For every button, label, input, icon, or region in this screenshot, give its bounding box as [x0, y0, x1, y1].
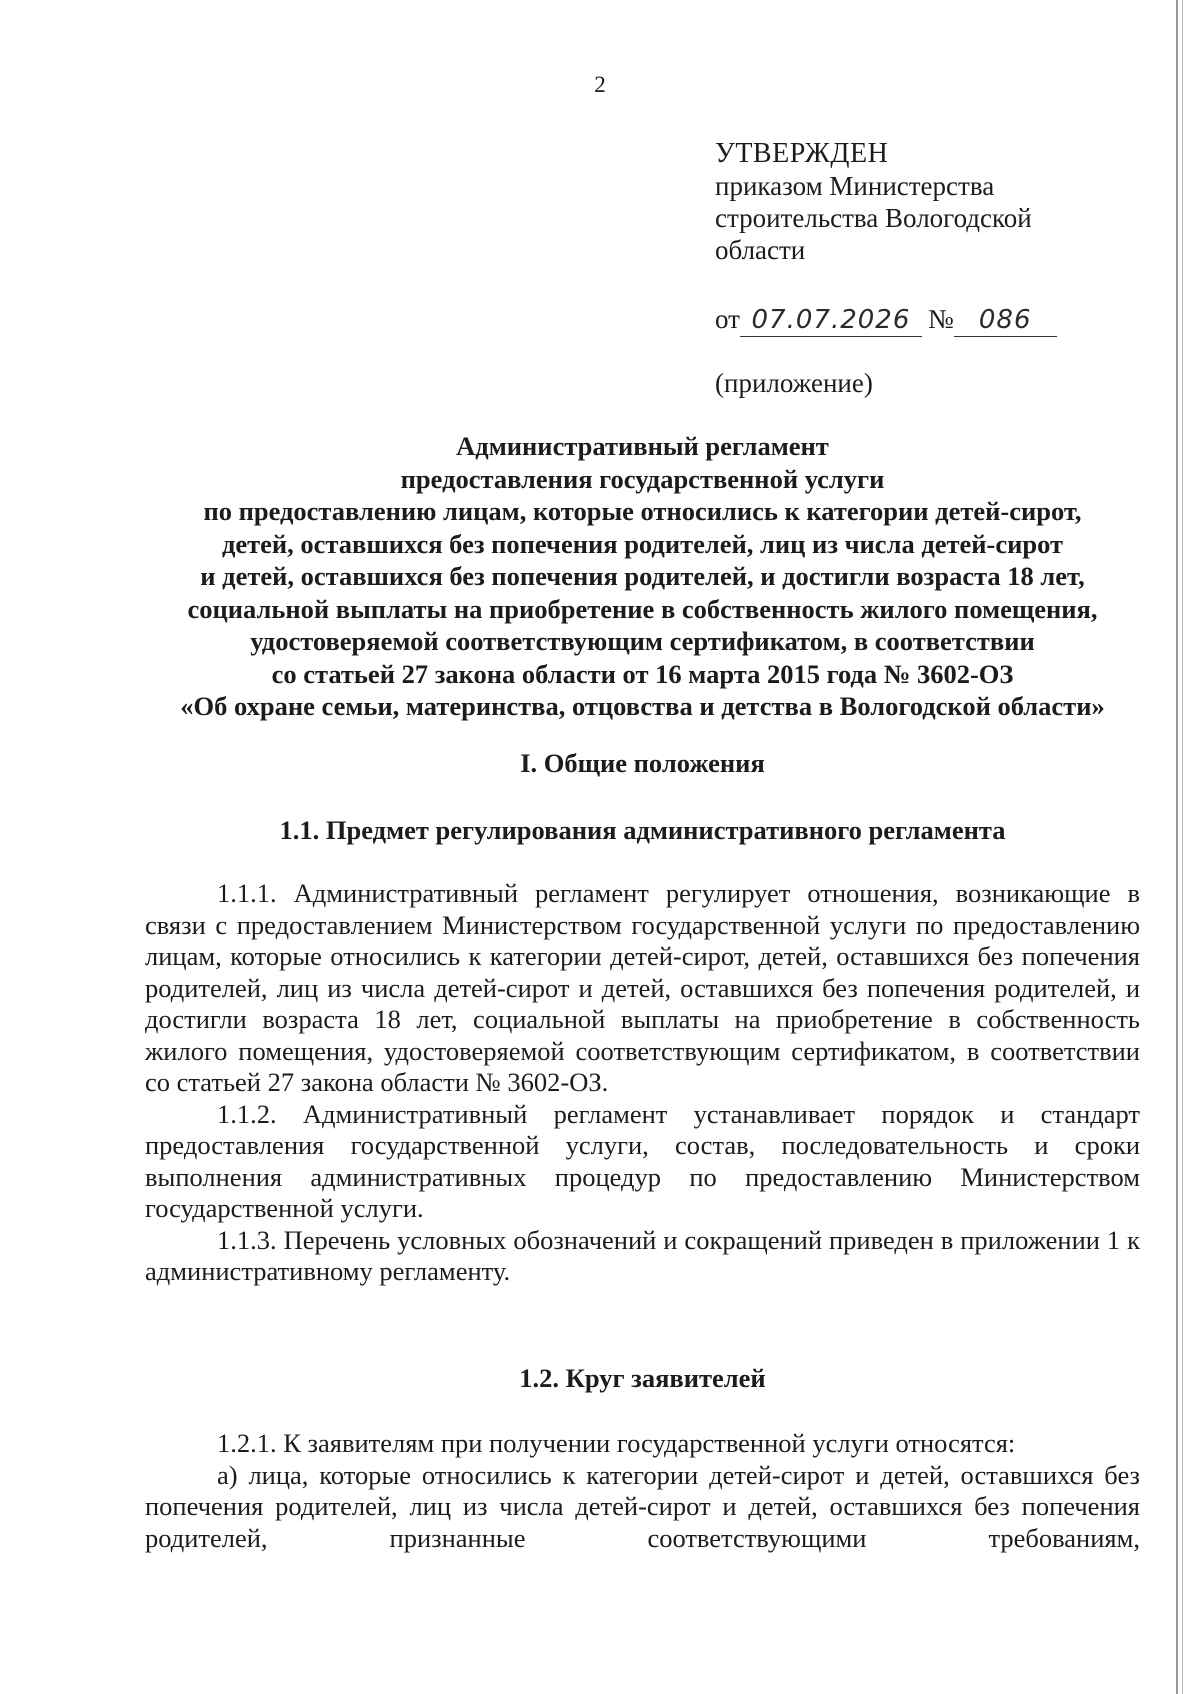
title-line: социальной выплаты на приобретение в собственность жилого помещения, [187, 593, 1098, 624]
title-line: со статьей 27 закона области от 16 марта 2015 года № 3602-ОЗ [271, 658, 1014, 689]
title-line: детей, оставшихся без попечения родителей, лиц из числа детей-сирот [221, 528, 1064, 559]
handwritten-number: 086 [954, 304, 1057, 337]
title-line: «Об охране семьи, материнства, отцовства и детства в Вологодской области» [180, 691, 1105, 721]
title-line: предоставления государственной услуги [400, 463, 885, 494]
order-date-number [715, 303, 1057, 337]
title-line: Административный регламент [456, 431, 829, 461]
page-number: 2 [594, 72, 606, 97]
section-heading: I. Общие положения [520, 748, 765, 778]
scan-edge-line [1176, 0, 1178, 1694]
handwritten-date: 07.07.2026 [740, 304, 922, 337]
title-line: по предоставлению лицам, которые относились к категории детей-сирот, [203, 496, 1082, 526]
number-prefix: № [927, 304, 954, 334]
title-line: и детей, оставшихся без попечения родителей, и достигли возраста 18 лет, [200, 561, 1085, 591]
subsection-body [145, 1428, 1140, 1554]
appendix-note: (приложение) [715, 368, 873, 398]
paragraph: 1.2.1. К заявителям при получении государственной услуги относятся: [217, 1428, 1016, 1458]
approval-stamp-block [715, 138, 1057, 399]
paragraph: а) лица, которые относились к категории детей-сирот и детей, оставшихся без попечения родителей, лиц из числа детей-сирот и детей, оставшихся без попечения родителей, признанные соответствующими требованиям, [145, 1459, 1140, 1553]
paragraph: 1.1.1. Административный регламент регулирует отношения, возникающие в связи с предоставлением Министерством государственной услуги по предоставлению лицам, которые относились к категории детей-сирот, детей, оставшихся без попечения родителей, лиц из числа детей-сирот и детей, оставшихся без попечения родителей, и достигли возраста 18 лет, социальной выплаты на приобретение в собственность жилого помещения, удостоверяемой соответствующим сертификатом, в соответствии со статьей 27 закона области № 3602-ОЗ. [145, 878, 1140, 1097]
subsection-body [145, 878, 1140, 1288]
paragraph: 1.1.2. Административный регламент устанавливает порядок и стандарт предоставления государственной услуги, состав, последовательность и сроки выполнения административных процедур по предоставлению Министерством государственной услуги. [145, 1098, 1140, 1223]
subsection-heading: 1.1. Предмет регулирования административного регламента [279, 815, 1006, 845]
paragraph: 1.1.3. Перечень условных обозначений и сокращений приведен в приложении 1 к административному регламенту. [145, 1224, 1140, 1286]
document-title [140, 430, 1145, 723]
date-prefix: от [715, 304, 740, 334]
approval-line: области [715, 235, 806, 265]
subsection-heading: 1.2. Круг заявителей [519, 1363, 766, 1393]
approval-status: УТВЕРЖДЕН [715, 138, 889, 169]
scan-edge-line [1182, 0, 1183, 1694]
approval-line: строительства Вологодской [715, 203, 1032, 233]
approval-line: приказом Министерства [715, 171, 995, 201]
title-line: удостоверяемой соответствующим сертификатом, в соответствии [250, 626, 1035, 656]
